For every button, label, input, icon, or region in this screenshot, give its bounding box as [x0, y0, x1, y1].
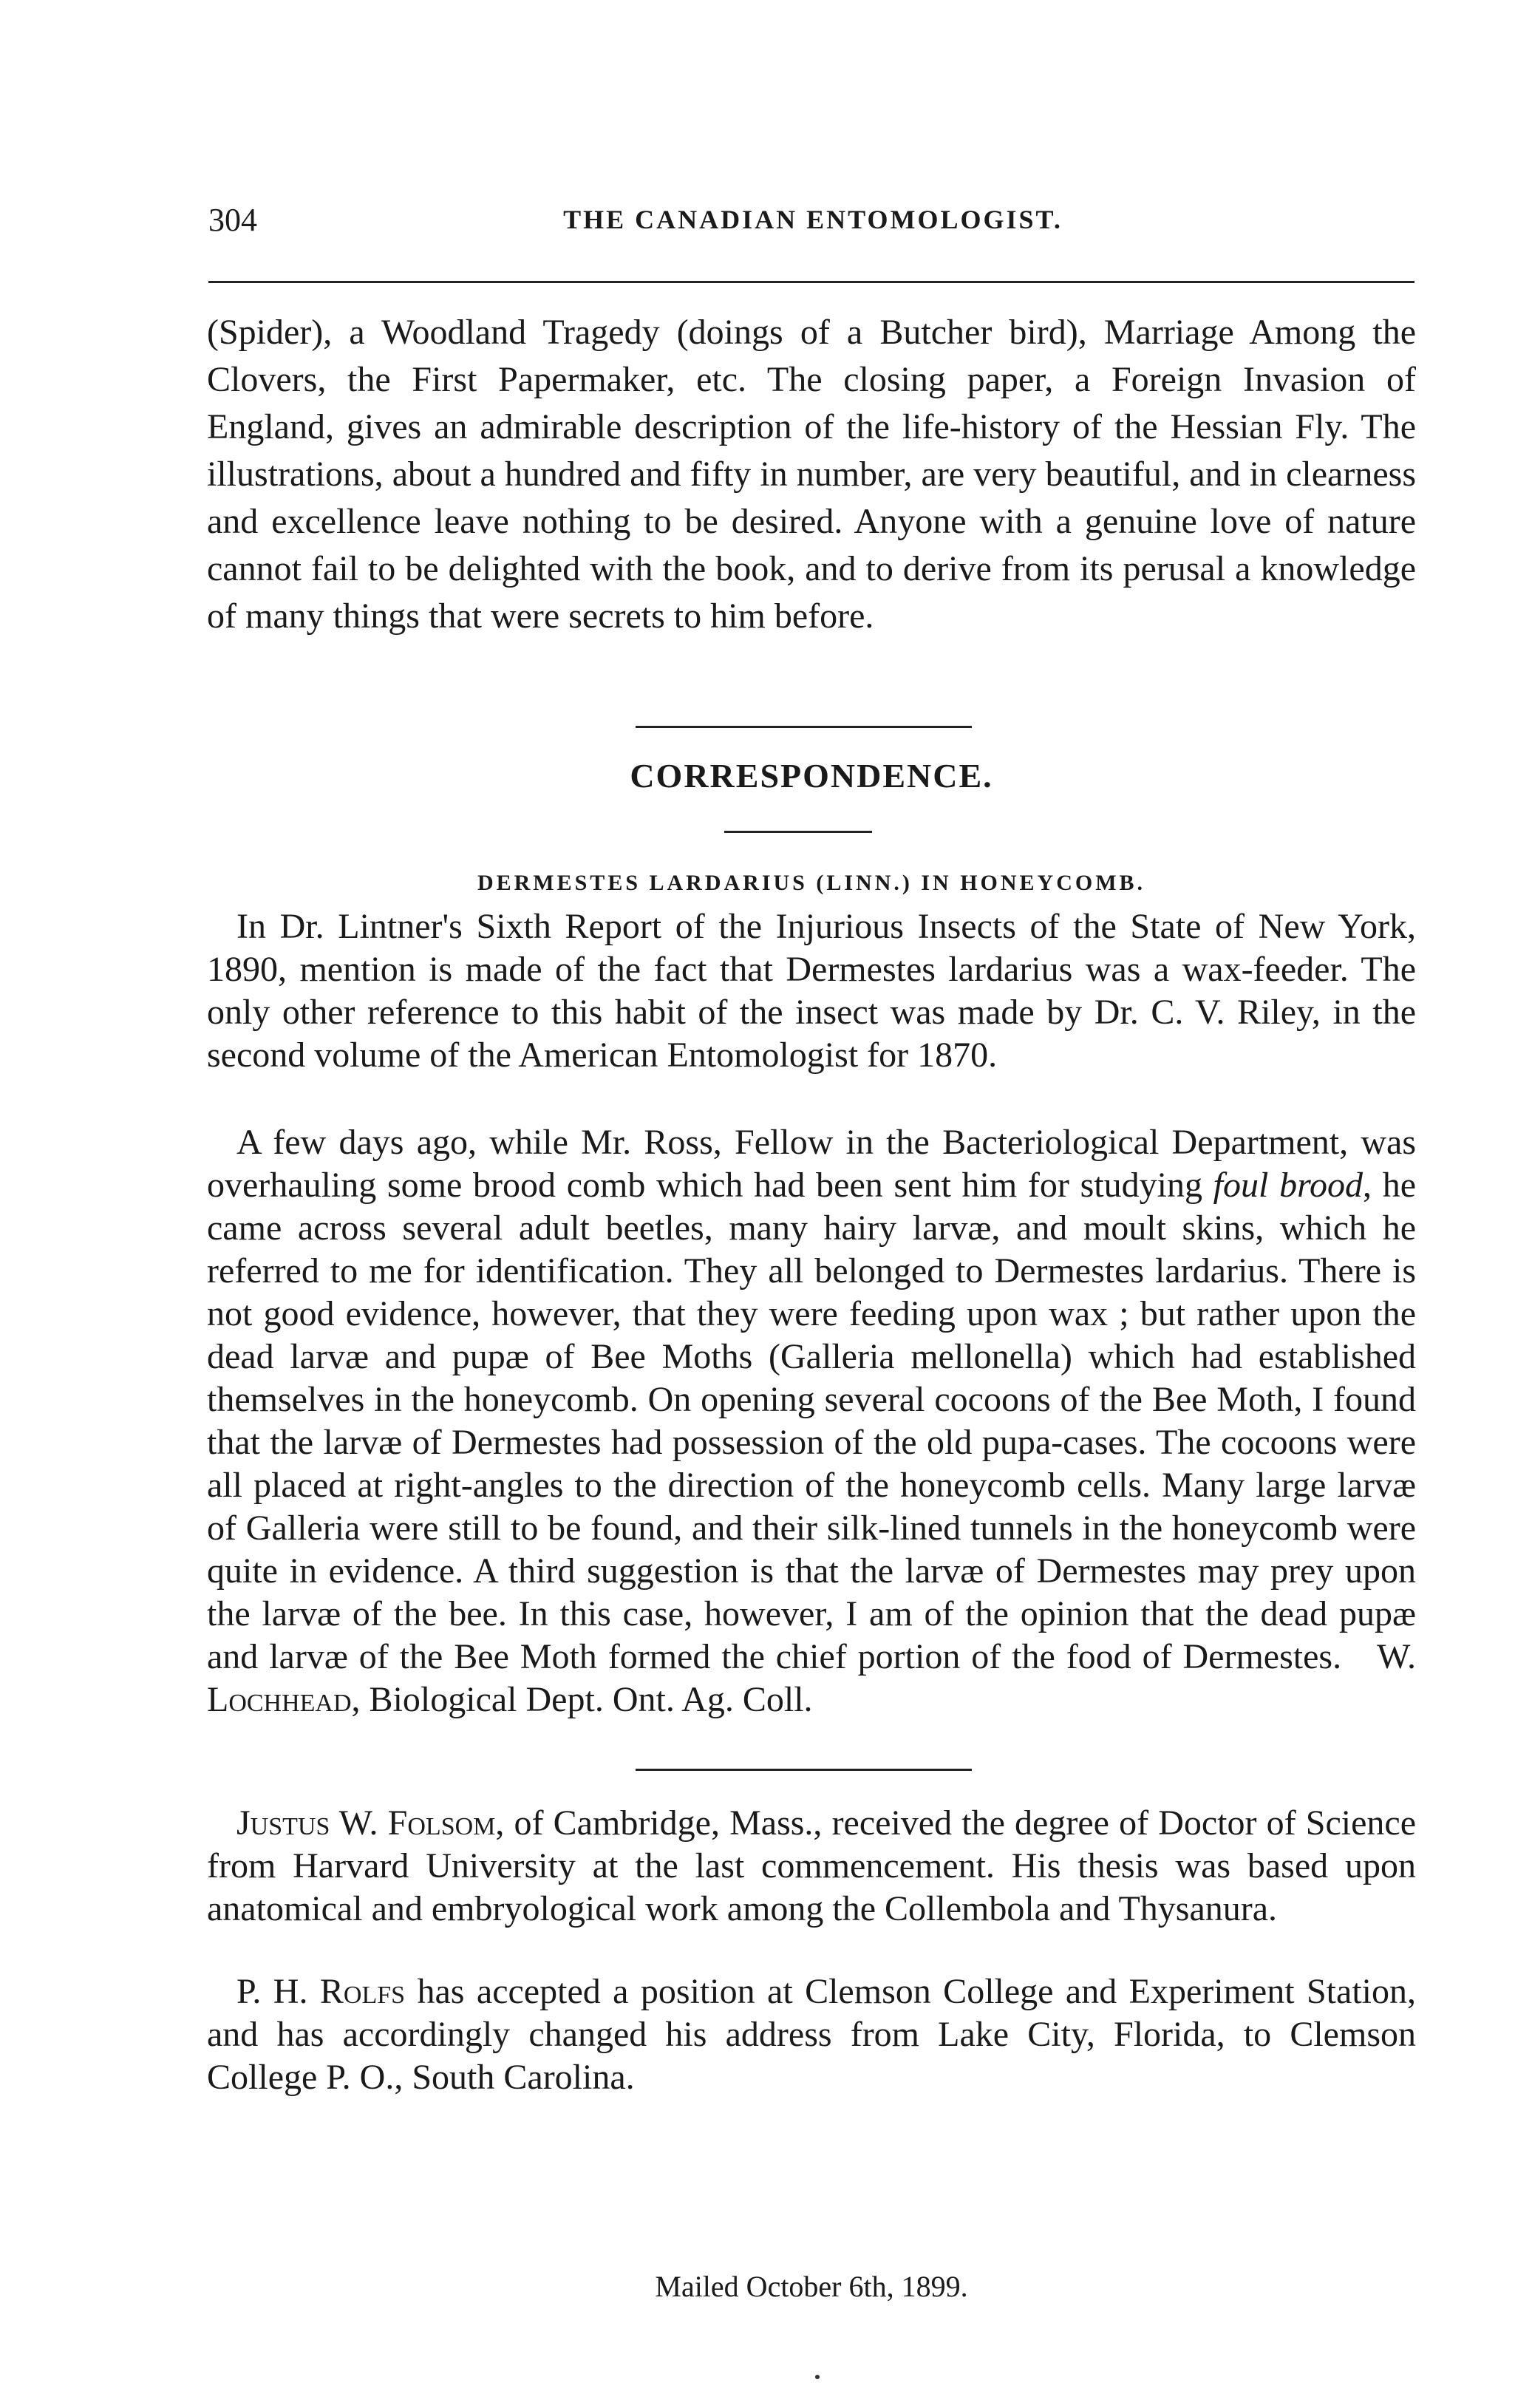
page-header	[208, 201, 1417, 253]
review-paragraph: (Spider), a Woodland Tragedy (doings of a Butcher bird), Marriage Among the Clovers, the First Papermaker, etc. The closing paper, a Foreign Invasion of England, gives an admirable description of the life-history of the Hessian Fly. The illustrations, about a hundred and fifty in number, are very beautiful, and in clearness and excellence leave nothing to be desired. Anyone with a genuine love of nature cannot fail to be delighted with the book, and to derive from its perusal a knowledge of many things that were secrets to him before.	[207, 313, 1416, 636]
note-rolfs	[207, 1970, 1416, 2099]
signature-affiliation: , Biological Dept. Ont. Ag. Coll.	[351, 1680, 813, 1719]
letter-paragraph-2-cont: , he came across several adult beetles, many hairy larvæ, and moult skins, which he referred to me for identification. They all belonged to Dermestes lardarius. There is not good evidence, however, that they were feeding upon wax ; but rather upon the dead larvæ and pupæ of Bee Moths (Galleria mellonella) which had established themselves in the honeycomb. On opening several cocoons of the Bee Moth, I found that the larvæ of Dermestes had possession of the old pupa-cases. The cocoons were all placed at right-angles to the direction of the honeycomb cells. Many large larvæ of Galleria were still to be found, and their silk-lined tunnels in the honeycomb were quite in evidence. A third suggestion is that the larvæ of Dermestes may prey upon the larvæ of the bee. In this case, however, I am of the opinion that the dead pupæ and larvæ of the Bee Moth formed the chief portion of the food of Dermestes.	[207, 1166, 1416, 1676]
mailed-date: Mailed October 6th, 1899.	[655, 2270, 968, 2303]
italic-term: foul brood	[1213, 1166, 1363, 1205]
note-folsom	[207, 1802, 1416, 1931]
heading-divider	[724, 831, 872, 833]
signature-name: W. Lochhead	[207, 1637, 1416, 1719]
running-title: THE CANADIAN ENTOMOLOGIST.	[563, 205, 1063, 234]
letter-paragraph-2-text: A few days ago, while Mr. Ross, Fellow in the Bacteriological Department, was overhauling some brood comb which had been sent him for studying	[207, 1123, 1416, 1205]
section-heading: CORRESPONDENCE.	[630, 757, 993, 795]
note-folsom-name: Justus W. Folsom	[236, 1803, 496, 1843]
notes-divider	[636, 1769, 972, 1771]
section-divider	[636, 726, 972, 728]
letter-paragraph-2	[207, 1121, 1416, 1721]
page-number: 304	[208, 202, 257, 238]
header-rule	[208, 281, 1414, 283]
print-mark	[815, 2375, 820, 2379]
note-folsom-text: , of Cambridge, Mass., received the degree of Doctor of Science from Harvard University at the last commencement. His thesis was based upon anatomical and embryological work among the Collembola and Thysanura.	[207, 1803, 1416, 1928]
letter-paragraph-1: In Dr. Lintner's Sixth Report of the Injurious Insects of the State of New York, 1890, mention is made of the fact that Dermestes lardarius was a wax-feeder. The only other reference to this habit of the insect was made by Dr. C. V. Riley, in the second volume of the American Entomologist for 1870.	[207, 907, 1416, 1075]
note-rolfs-text: has accepted a position at Clemson College and Experiment Station, and has accordingly changed his address from Lake City, Florida, to Clemson College P. O., South Carolina.	[207, 1972, 1416, 2097]
note-rolfs-name: P. H. Rolfs	[236, 1972, 406, 2011]
letter-title: DERMESTES LARDARIUS (LINN.) IN HONEYCOMB.	[477, 871, 1146, 895]
